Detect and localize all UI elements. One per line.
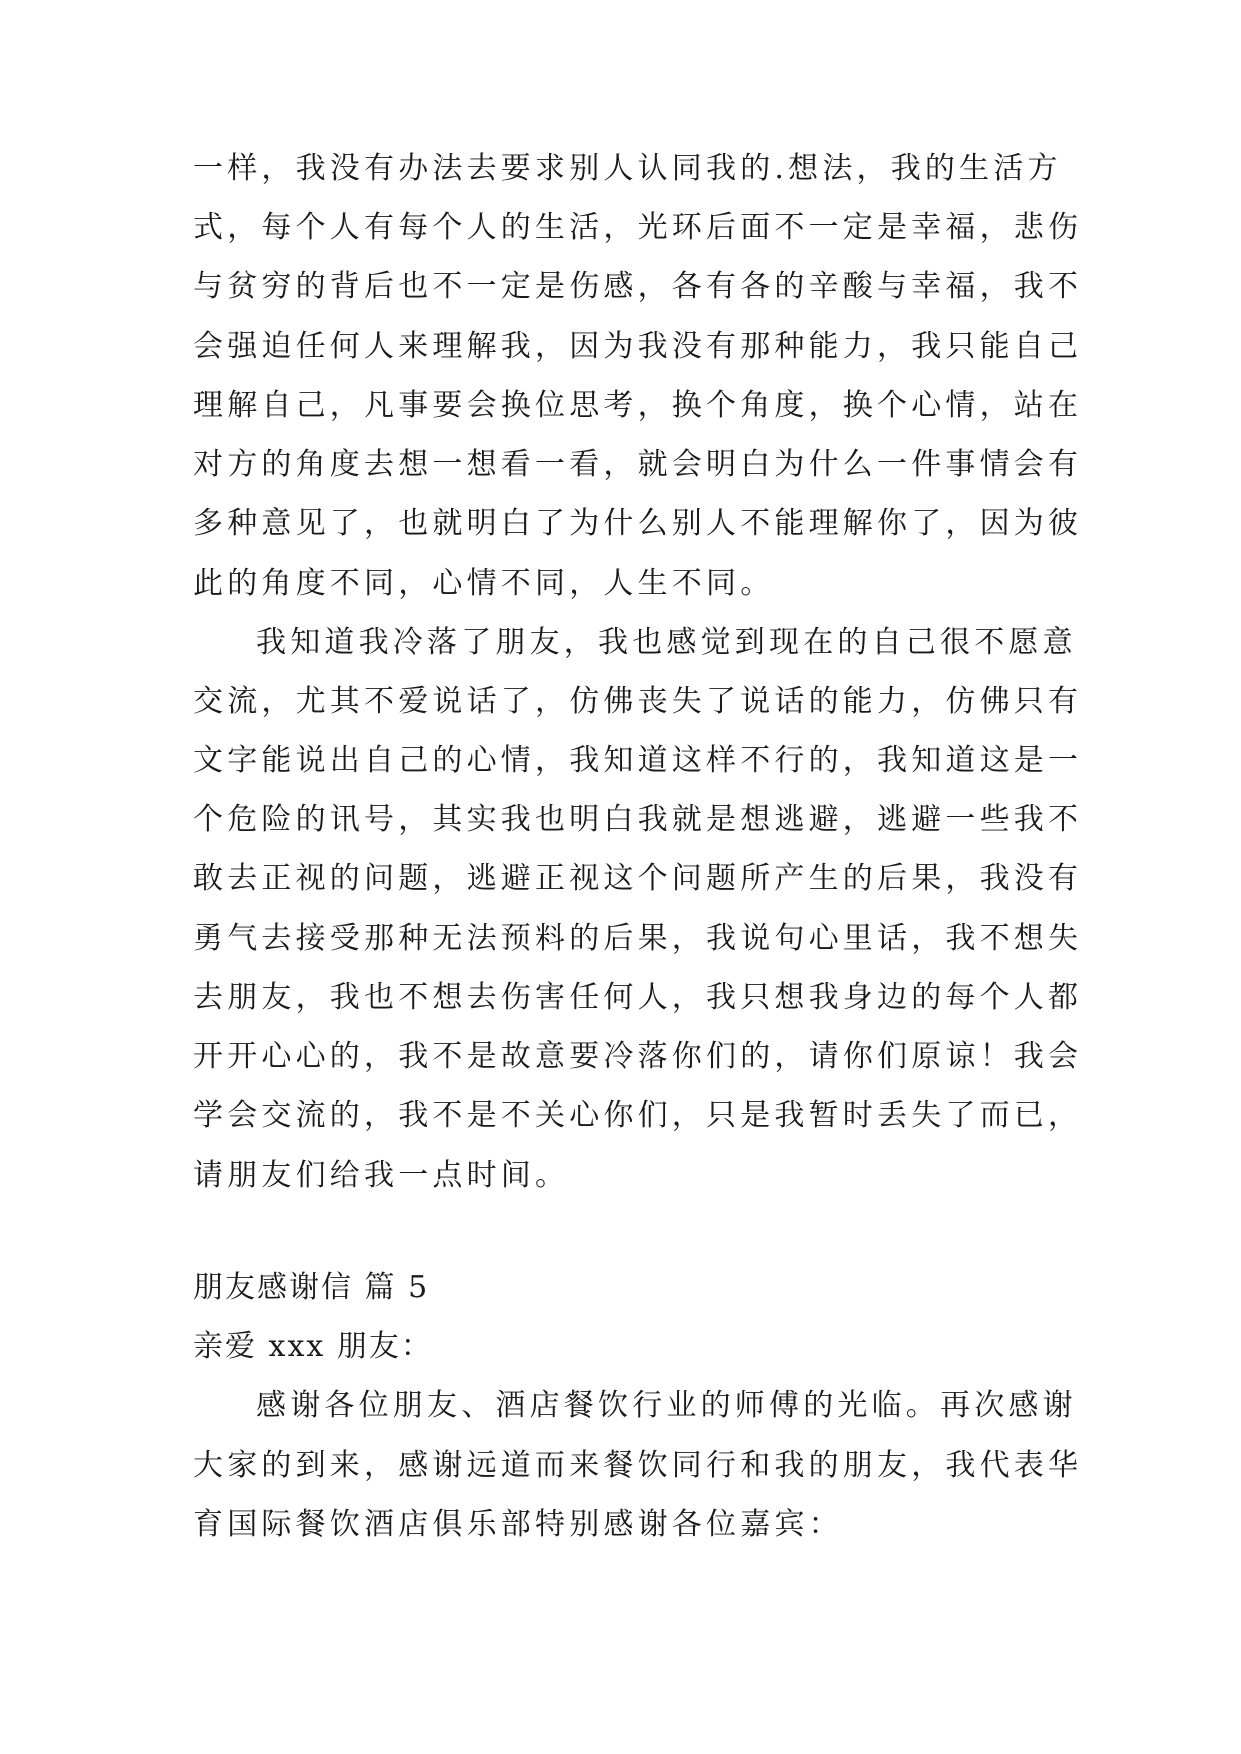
text-line: 一样，我没有办法去要求别人认同我的.想法，我的生活方	[193, 151, 1062, 186]
text-line: 此的角度不同，心情不同，人生不同。	[193, 566, 775, 601]
salutation: 亲爱 xxx 朋友：	[193, 1329, 433, 1364]
text-line: 文字能说出自己的心情，我知道这样不行的，我知道这是一	[193, 743, 1083, 778]
text-line: 交流，尤其不爱说话了，仿佛丧失了说话的能力，仿佛只有	[193, 684, 1083, 719]
text-line: 大家的到来，感谢远道而来餐饮同行和我的朋友，我代表华	[193, 1448, 1083, 1483]
text-line: 去朋友，我也不想去伤害任何人，我只想我身边的每个人都	[193, 980, 1083, 1015]
text-line: 多种意见了，也就明白了为什么别人不能理解你了，因为彼	[193, 506, 1083, 541]
text-line: 会强迫任何人来理解我，因为我没有那种能力，我只能自己	[193, 329, 1083, 364]
section-title: 朋友感谢信 篇 5	[193, 1270, 430, 1305]
text-line: 敢去正视的问题，逃避正视这个问题所产生的后果，我没有	[193, 861, 1083, 896]
text-line: 式，每个人有每个人的生活，光环后面不一定是幸福，悲伤	[193, 210, 1083, 245]
text-line: 学会交流的，我不是不关心你们，只是我暂时丢失了而已，	[193, 1098, 1083, 1133]
text-line: 开开心心的，我不是故意要冷落你们的，请你们原谅！我会	[193, 1039, 1083, 1074]
text-line: 请朋友们给我一点时间。	[193, 1158, 570, 1193]
text-line: 与贫穷的背后也不一定是伤感，各有各的辛酸与幸福，我不	[193, 269, 1083, 304]
text-line: 个危险的讯号，其实我也明白我就是想逃避，逃避一些我不	[193, 802, 1083, 837]
text-line: 勇气去接受那种无法预料的后果，我说句心里话，我不想失	[193, 921, 1083, 956]
text-line: 感谢各位朋友、酒店餐饮行业的师傅的光临。再次感谢	[256, 1388, 1077, 1423]
text-line: 育国际餐饮酒店俱乐部特别感谢各位嘉宾：	[193, 1507, 843, 1542]
text-line: 对方的角度去想一想看一看，就会明白为什么一件事情会有	[193, 447, 1083, 482]
text-line: 理解自己，凡事要会换位思考，换个角度，换个心情，站在	[193, 388, 1083, 423]
text-line: 我知道我冷落了朋友，我也感觉到现在的自己很不愿意	[256, 625, 1077, 660]
